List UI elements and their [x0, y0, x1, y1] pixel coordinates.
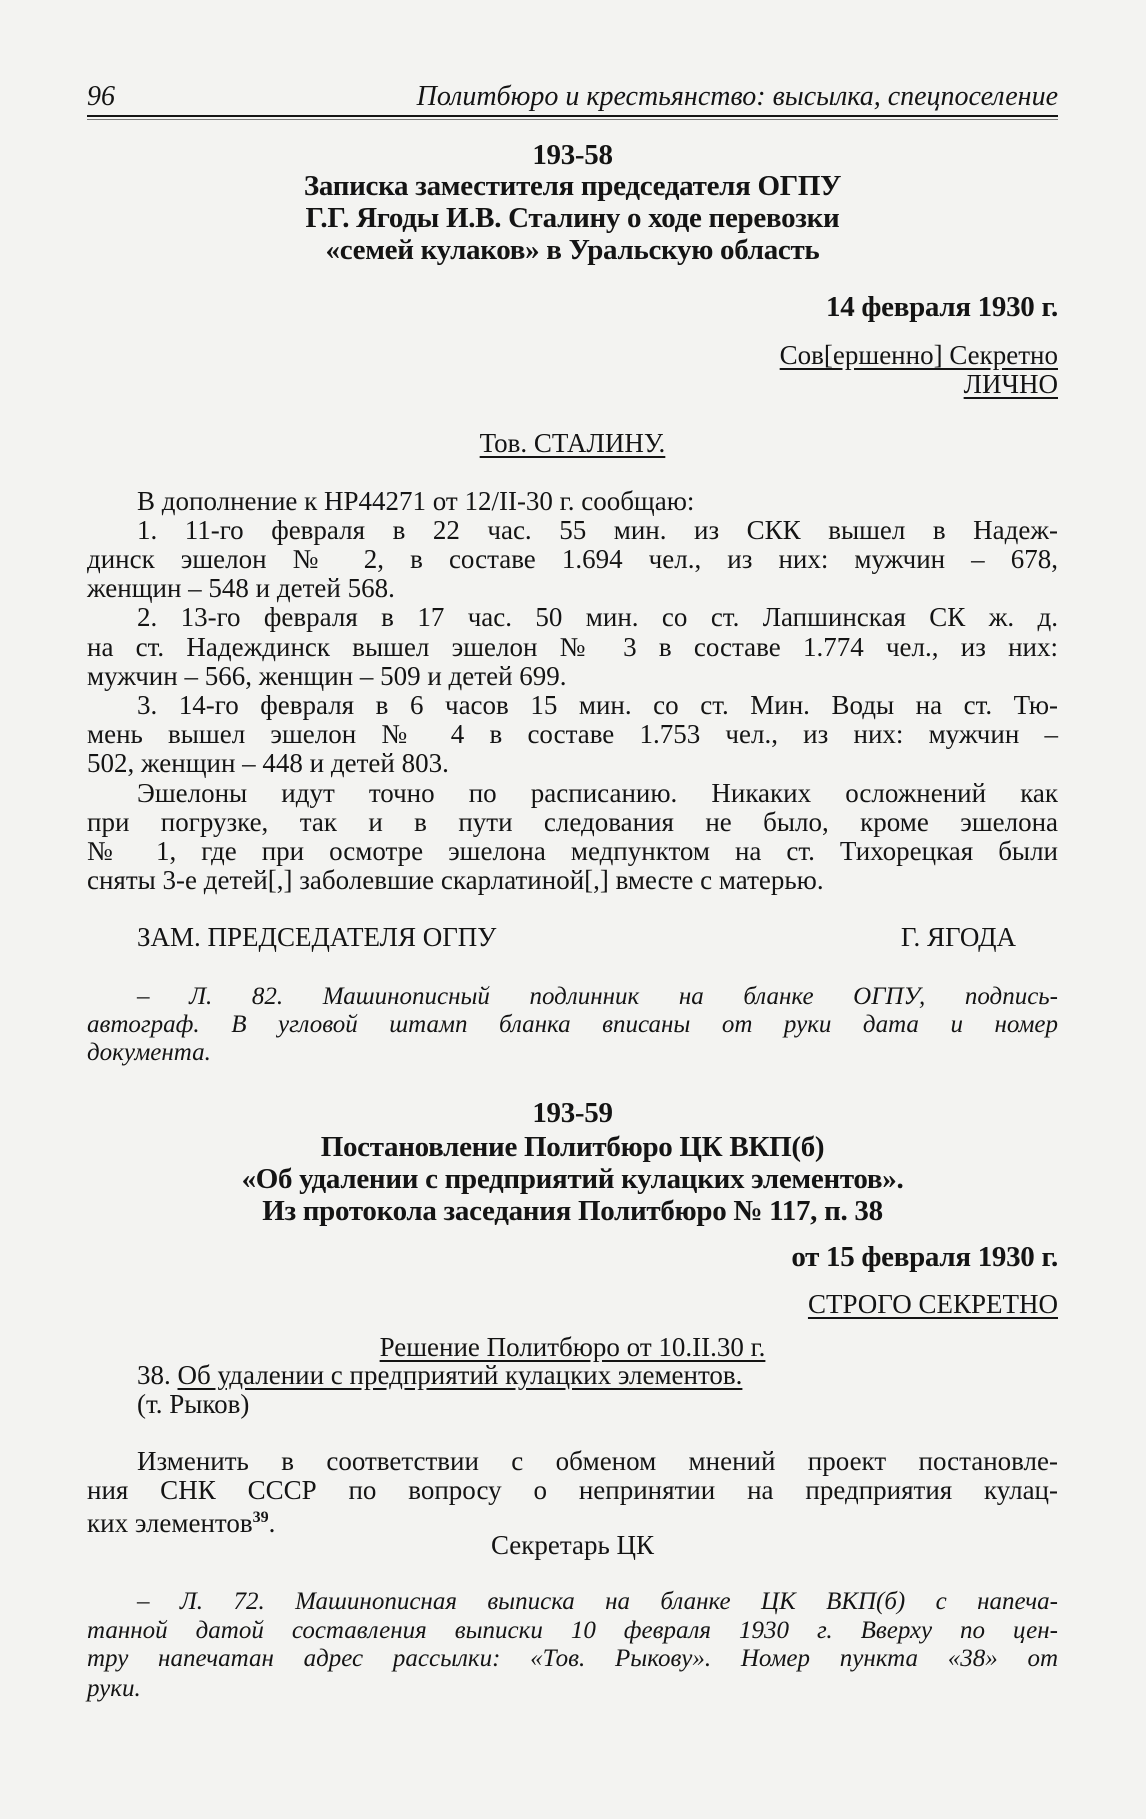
body-text: ких элементов — [87, 1508, 253, 1538]
archival-note-line: танной датой составления выписки 10 февраля 1930 г. Вверху по цен- — [87, 1617, 1058, 1644]
body-line: динск эшелон № 2, в составе 1.694 чел., из них: мужчин – 678, — [87, 544, 1058, 574]
body-line: 2. 13-го февраля в 17 час. 50 мин. со ст. Лапшинская СК ж. д. — [137, 602, 1058, 632]
archival-note-line: тру напечатан адрес рассылки: «Тов. Рыкову». Номер пункта «38» от — [87, 1645, 1058, 1672]
body-line: женщин – 548 и детей 568. — [87, 573, 395, 603]
doc-number: 193-59 — [532, 1097, 613, 1129]
item-number: 38. — [137, 1360, 171, 1390]
page-number: 96 — [87, 81, 115, 112]
classification: СТРОГО СЕКРЕТНО — [807, 1289, 1058, 1319]
body-line: № 1, где при осмотре эшелона медпунктом на ст. Тихорецкая были — [87, 836, 1058, 866]
archival-note-line: – Л. 82. Машинописный подлинник на бланке ОГПУ, подпись- — [137, 983, 1058, 1010]
body-line: 502, женщин – 448 и детей 803. — [87, 748, 449, 778]
header-rule-thin — [87, 119, 1058, 120]
body-line: Изменить в соответствии с обменом мнений проект постановле- — [137, 1446, 1058, 1476]
signature: Секретарь ЦК — [490, 1530, 655, 1560]
body-line: при погрузке, так и в пути следования не было, кроме эшелона — [87, 807, 1058, 837]
archival-note-line: руки. — [87, 1675, 141, 1702]
body-line: сняты 3-е детей[,] заболевшие скарлатиной[,] вместе с матерью. — [87, 865, 824, 895]
doc-title-line: Записка заместителя председателя ОГПУ — [303, 170, 842, 202]
addressee: Тов. СТАЛИНУ. — [479, 428, 666, 458]
archival-note-line: – Л. 72. Машинописная выписка на бланке ЦК ВКП(б) с напеча- — [137, 1588, 1058, 1615]
footnote-ref[interactable]: 39 — [252, 1509, 269, 1526]
body-line: 1. 11-го февраля в 22 час. 55 мин. из СКК вышел в Надеж- — [137, 515, 1058, 545]
body-line: на ст. Надеждинск вышел эшелон № 3 в составе 1.774 чел., из них: — [87, 632, 1058, 662]
personal-mark: ЛИЧНО — [963, 369, 1058, 399]
body-line: мужчин – 566, женщин – 509 и детей 699. — [87, 661, 567, 691]
doc-date: от 15 февраля 1930 г. — [791, 1241, 1058, 1273]
doc-title-line: Г.Г. Ягоды И.В. Сталину о ходе перевозки — [305, 202, 840, 234]
running-title: Политбюро и крестьянство: высылка, спецпоселение — [416, 81, 1058, 112]
header-rule — [87, 115, 1058, 117]
body-line: 3. 14-го февраля в 6 часов 15 мин. со ст. Мин. Воды на ст. Тю- — [137, 690, 1058, 720]
archival-note-line: автограф. В угловой штамп бланка вписаны от руки дата и номер — [87, 1011, 1058, 1038]
classification: Сов[ершенно] Секретно — [779, 340, 1058, 370]
signature-block — [87, 920, 1058, 954]
body-line: В дополнение к НР44271 от 12/II-30 г. сообщаю: — [137, 486, 695, 516]
doc-title-line: «Об удалении с предприятий кулацких элементов». — [241, 1163, 904, 1195]
body-line: ния СНК СССР по вопросу о непринятии на предприятия кулац- — [87, 1475, 1058, 1505]
doc-date: 14 февраля 1930 г. — [826, 291, 1058, 323]
doc-number: 193-58 — [532, 139, 613, 171]
body-line: Эшелоны идут точно по расписанию. Никаких осложнений как — [137, 778, 1058, 808]
body-text: . — [268, 1508, 276, 1538]
reporter: (т. Рыков) — [137, 1389, 250, 1419]
signature-name: Г. ЯГОДА — [900, 922, 1016, 952]
body-line: мень вышел эшелон № 4 в составе 1.753 чел., из них: мужчин – — [87, 719, 1058, 749]
doc-title-line: Из протокола заседания Политбюро № 117, п. 38 — [262, 1195, 883, 1227]
item-title: Об удалении с предприятий кулацких элементов. — [177, 1360, 743, 1390]
doc-title-line: Постановление Политбюро ЦК ВКП(б) — [320, 1131, 825, 1163]
signature-title: ЗАМ. ПРЕДСЕДАТЕЛЯ ОГПУ — [137, 922, 497, 952]
archival-note-line: документа. — [87, 1039, 211, 1066]
doc-title-line: «семей кулаков» в Уральскую область — [325, 234, 820, 266]
decision-heading: Решение Политбюро от 10.II.30 г. — [379, 1332, 766, 1362]
